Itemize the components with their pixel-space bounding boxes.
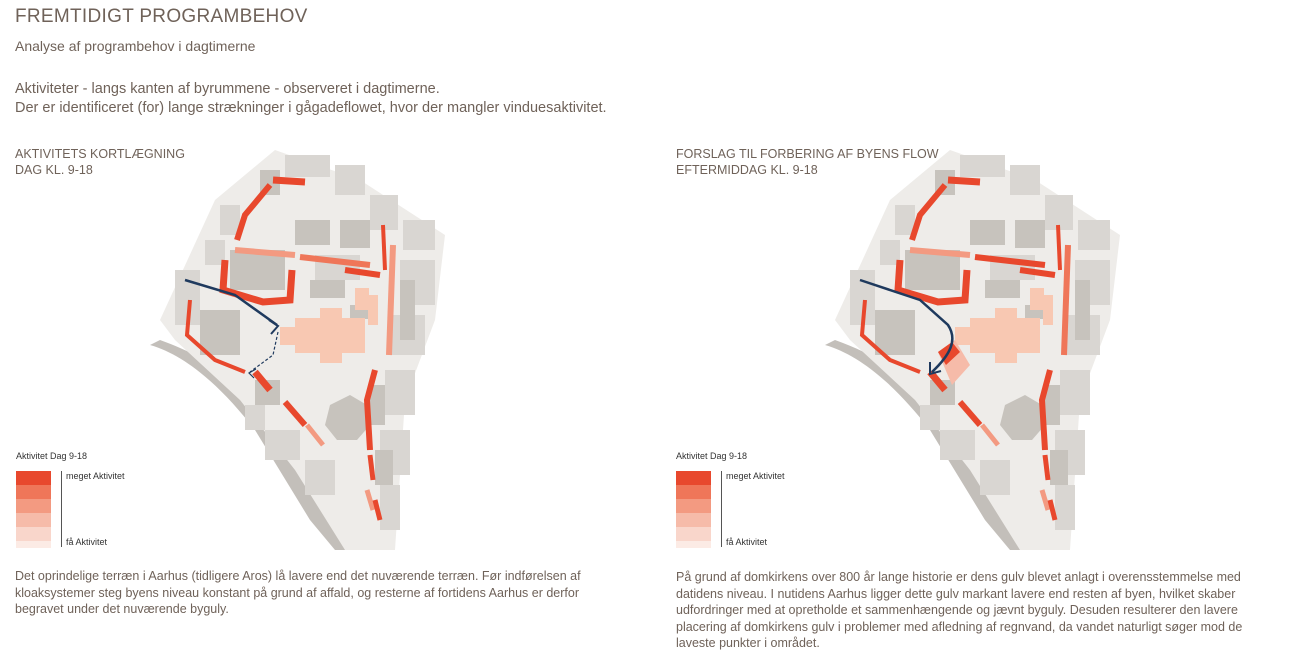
left-heading-line-2: DAG KL. 9-18 bbox=[15, 163, 93, 177]
left-caption: Det oprindelige terræn i Aarhus (tidligere Aros) lå lavere end det nuværende terræn. Før indførelsen af kloaksystemer steg byens niveau konstant på grund af affald, og resterne af fortidens Aarhus er derfor begravet under det nuværende byguly. bbox=[15, 569, 581, 616]
legend-high-label: meget Aktivitet bbox=[726, 471, 785, 481]
legend-swatch-2 bbox=[676, 485, 711, 499]
legend-swatch-5 bbox=[676, 527, 711, 541]
legend-scale-line bbox=[61, 471, 62, 547]
left-heading-line-1: AKTIVITETS KORTLÆGNING bbox=[15, 147, 185, 161]
legend-low-label: få Aktivitet bbox=[726, 537, 768, 547]
intro-line-1: Aktiviteter - langs kanten af byrummene - observeret i dagtimerne. bbox=[15, 81, 440, 97]
legend-swatch-2 bbox=[16, 485, 51, 499]
intro-text bbox=[15, 80, 607, 118]
activity-map-current bbox=[145, 140, 465, 550]
right-legend bbox=[676, 451, 816, 551]
legend-swatch-5 bbox=[16, 527, 51, 541]
legend-swatch-6 bbox=[16, 541, 51, 548]
right-heading-line-1: FORSLAG TIL FORBERING AF BYENS FLOW bbox=[676, 147, 939, 161]
legend-low-label: få Aktivitet bbox=[66, 537, 108, 547]
legend-swatch-3 bbox=[676, 499, 711, 513]
page-title: FREMTIDIGT PROGRAMBEHOV bbox=[15, 6, 308, 27]
legend-title: Aktivitet Dag 9-18 bbox=[16, 451, 88, 461]
legend-swatch-4 bbox=[676, 513, 711, 527]
left-legend bbox=[16, 451, 156, 551]
legend-scale-line bbox=[721, 471, 722, 547]
legend-title: Aktivitet Dag 9-18 bbox=[676, 451, 748, 461]
legend-swatch-4 bbox=[16, 513, 51, 527]
activity-map-proposal bbox=[820, 140, 1140, 550]
legend-high-label: meget Aktivitet bbox=[66, 471, 125, 481]
legend-swatch-6 bbox=[676, 541, 711, 548]
page-subtitle: Analyse af programbehov i dagtimerne bbox=[15, 38, 256, 54]
intro-line-2: Der er identificeret (for) lange strækninger i gågadeflowet, hvor der mangler vinduesaktivitet. bbox=[15, 100, 607, 116]
right-heading-line-2: EFTERMIDDAG KL. 9-18 bbox=[676, 163, 818, 177]
legend-swatch-1 bbox=[676, 471, 711, 485]
legend-swatch-1 bbox=[16, 471, 51, 485]
right-caption: På grund af domkirkens over 800 år lange historie er dens gulv blevet anlagt i overensstemmelse med datidens niveau. I nutidens Aarhus ligger dette gulv markant lavere end resten af byen, hvilket skaber udfordringer med at opretholde et sammenhængende og jævnt byguly. Desuden resulterer den lavere placering af domkirkens gulv i problemer med afledning af regnvand, da vandet naturligt søger mod de laveste punkter i området. bbox=[676, 570, 1243, 650]
legend-swatch-3 bbox=[16, 499, 51, 513]
